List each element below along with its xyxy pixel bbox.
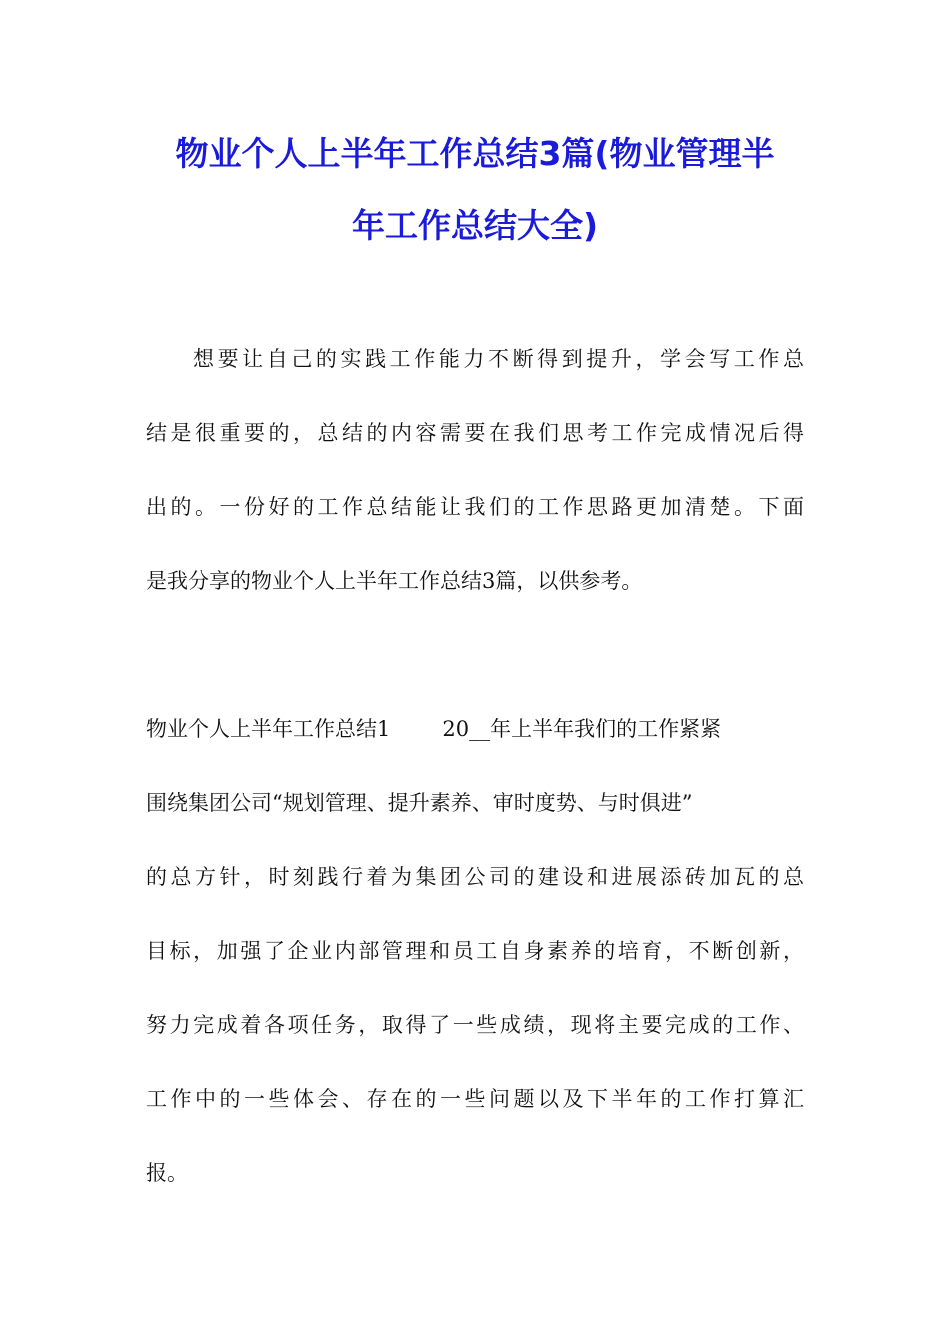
section-line-3: 的总方针，时刻践行着为集团公司的建设和进展添砖加瓦的总	[146, 865, 804, 889]
section-line-6: 工作中的一些体会、存在的一些问题以及下半年的工作打算汇	[146, 1087, 804, 1111]
section-line-2: 围绕集团公司“规划管理、提升素养、审时度势、与时俱进”	[146, 791, 693, 815]
section-line-5: 努力完成着各项任务，取得了一些成绩，现将主要完成的工作、	[146, 1013, 804, 1037]
intro-line-3: 出的。一份好的工作总结能让我们的工作思路更加清楚。下面	[146, 495, 804, 519]
intro-line-2: 结是很重要的，总结的内容需要在我们思考工作完成情况后得	[146, 421, 804, 445]
section-first-line-text: 20__年上半年我们的工作紧紧	[442, 717, 722, 741]
section-line-7: 报。	[146, 1161, 188, 1185]
document-title-line-1: 物业个人上半年工作总结3篇(物业管理半	[175, 134, 775, 173]
document-title-line-2: 年工作总结大全)	[351, 206, 599, 245]
intro-line-1: 想要让自己的实践工作能力不断得到提升，学会写工作总	[193, 347, 804, 371]
section-first-line	[146, 714, 721, 744]
section-line-4: 目标，加强了企业内部管理和员工自身素养的培育，不断创新，	[146, 939, 804, 963]
section-heading: 物业个人上半年工作总结1	[146, 717, 391, 741]
intro-line-4: 是我分享的物业个人上半年工作总结3篇，以供参考。	[146, 569, 643, 593]
